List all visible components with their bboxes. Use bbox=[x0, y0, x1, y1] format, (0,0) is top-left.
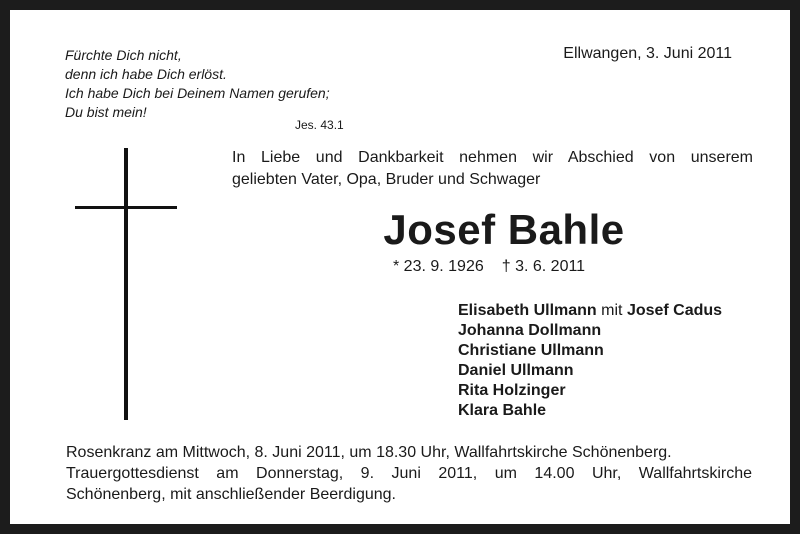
mourner bbox=[458, 301, 722, 321]
verse-line: Ich habe Dich bei Deinem Namen gerufen; bbox=[65, 85, 330, 101]
funeral-service-note: Trauergottesdienst am Donnerstag, 9. Juni 2011, um 14.00 Uhr, Wallfahrtskirche bbox=[66, 465, 752, 482]
farewell-text bbox=[232, 147, 753, 191]
mourner: Rita Holzinger bbox=[458, 382, 566, 399]
funeral-service-note: Schönenberg, mit anschließender Beerdigung. bbox=[66, 486, 396, 503]
deceased-name: Josef Bahle bbox=[383, 206, 625, 253]
mourner-name: Josef Cadus bbox=[626, 302, 723, 319]
farewell-line: In Liebe und Dankbarkeit nehmen wir Abschied von unserem bbox=[232, 149, 753, 166]
mourners-list bbox=[458, 301, 722, 421]
rosary-note: Rosenkranz am Mittwoch, 8. Juni 2011, um 18.30 Uhr, Wallfahrtskirche Schönenberg. bbox=[66, 444, 672, 461]
mourner-name: Elisabeth Ullmann bbox=[458, 302, 597, 319]
mourner: Johanna Dollmann bbox=[458, 322, 602, 339]
place-date: Ellwangen, 3. Juni 2011 bbox=[563, 45, 732, 62]
birth-date: * 23. 9. 1926 bbox=[393, 258, 484, 275]
bible-verse bbox=[65, 46, 330, 122]
cross-icon-vertical-beam bbox=[124, 148, 128, 420]
life-dates bbox=[393, 258, 585, 276]
service-notes bbox=[66, 442, 752, 505]
mourner: Christiane Ullmann bbox=[458, 342, 604, 359]
verse-line: Du bist mein! bbox=[65, 104, 147, 120]
farewell-line: geliebten Vater, Opa, Bruder und Schwager bbox=[232, 171, 541, 188]
mourner: Klara Bahle bbox=[458, 402, 547, 419]
verse-line: denn ich habe Dich erlöst. bbox=[65, 66, 227, 82]
verse-line: Fürchte Dich nicht, bbox=[65, 47, 182, 63]
mourner: Daniel Ullmann bbox=[458, 362, 574, 379]
verse-reference: Jes. 43.1 bbox=[295, 118, 344, 132]
mourner-connector: mit bbox=[601, 302, 623, 319]
death-date: † 3. 6. 2011 bbox=[501, 258, 586, 275]
